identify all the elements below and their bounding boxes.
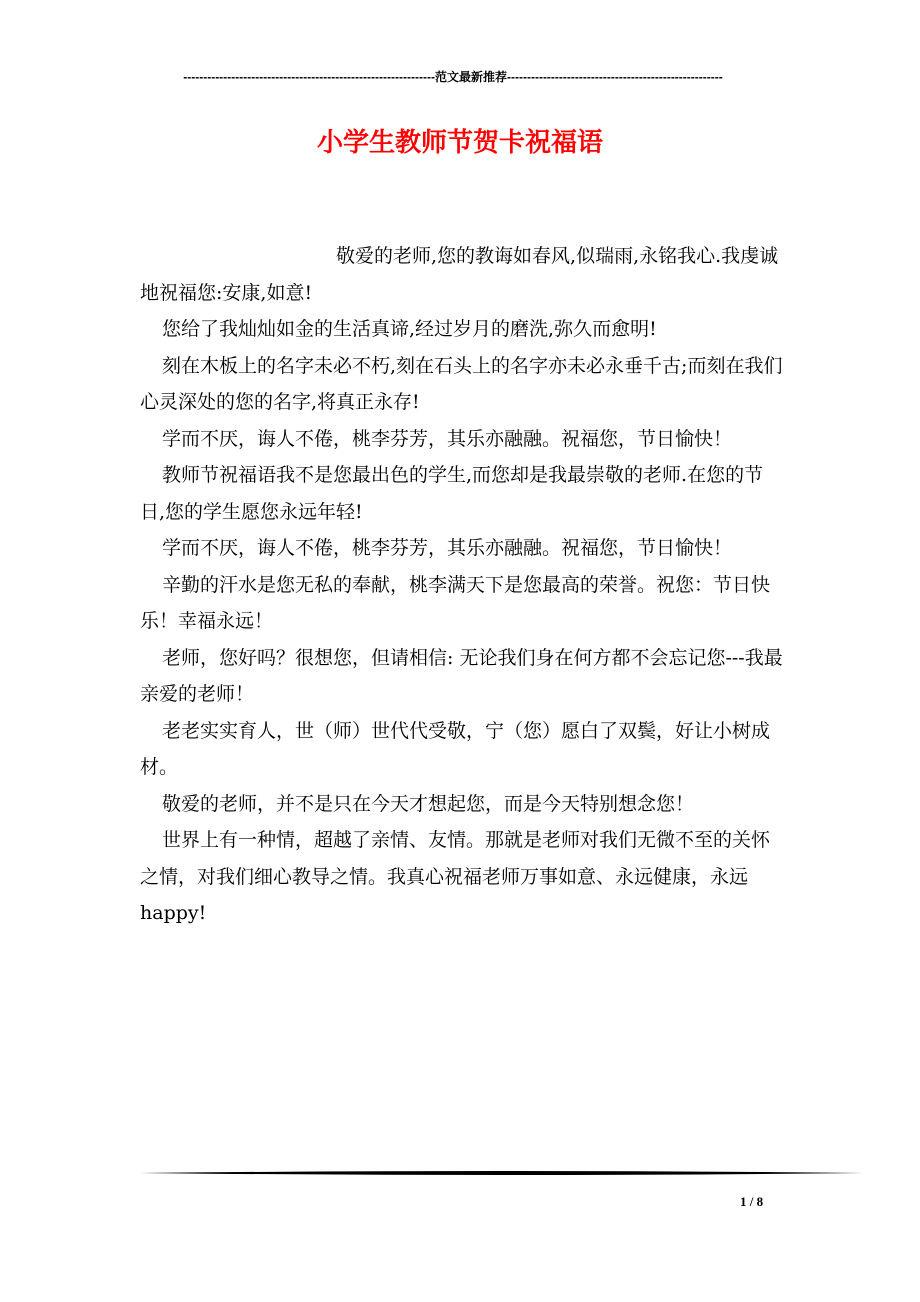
paragraph-3: 刻在木板上的名字未必不朽,刻在石头上的名字亦未必永垂千古;而刻在我们心灵深处的您的名字,将真正永存!	[140, 354, 783, 413]
paragraph-7: 辛勤的汗水是您无私的奉献，桃李满天下是您最高的荣誉。祝您：节日快乐！幸福永远！	[140, 573, 771, 632]
footer-divider	[140, 1170, 864, 1176]
paragraph-2: 您给了我灿灿如金的生活真谛,经过岁月的磨洗,弥久而愈明!	[162, 318, 657, 340]
document-title: 小学生教师节贺卡祝福语	[316, 128, 603, 158]
paragraph-5: 教师节祝福语我不是您最出色的学生,而您却是我最崇敬的老师.在您的节日,您的学生愿您永远年轻!	[140, 464, 764, 523]
paragraph-10: 敬爱的老师，并不是只在今天才想起您，而是今天特别想念您！	[162, 792, 695, 815]
paragraph-8: 老师，您好吗？很想您，但请相信: 无论我们身在何方都不会忘记您---我最亲爱的老师！	[140, 646, 783, 705]
page-number: 1 / 8	[740, 1194, 764, 1209]
paragraph-4: 学而不厌，诲人不倦，桃李芬芳，其乐亦融融。祝福您，节日愉快！	[162, 427, 733, 450]
paragraph-9: 老老实实育人，世（师）世代代受敬，宁（您）愿白了双鬓，好让小树成材。	[140, 719, 771, 778]
header-rule: ---------------------------------------------------------------范文最新推荐------------------------------------------------------	[183, 70, 723, 84]
paragraph-6: 学而不厌，诲人不倦，桃李芬芳，其乐亦融融。祝福您，节日愉快！	[162, 537, 733, 559]
document-body	[140, 238, 786, 932]
paragraph-11: 世界上有一种情，超越了亲情、友情。那就是老师对我们无微不至的关怀之情，对我们细心教导之情。我真心祝福老师万事如意、永远健康，永远happy!	[140, 829, 771, 924]
paragraph-1: 敬爱的老师,您的教诲如春风,似瑞雨,永铭我心.我虔诚地祝福您:安康,如意!	[140, 245, 779, 304]
